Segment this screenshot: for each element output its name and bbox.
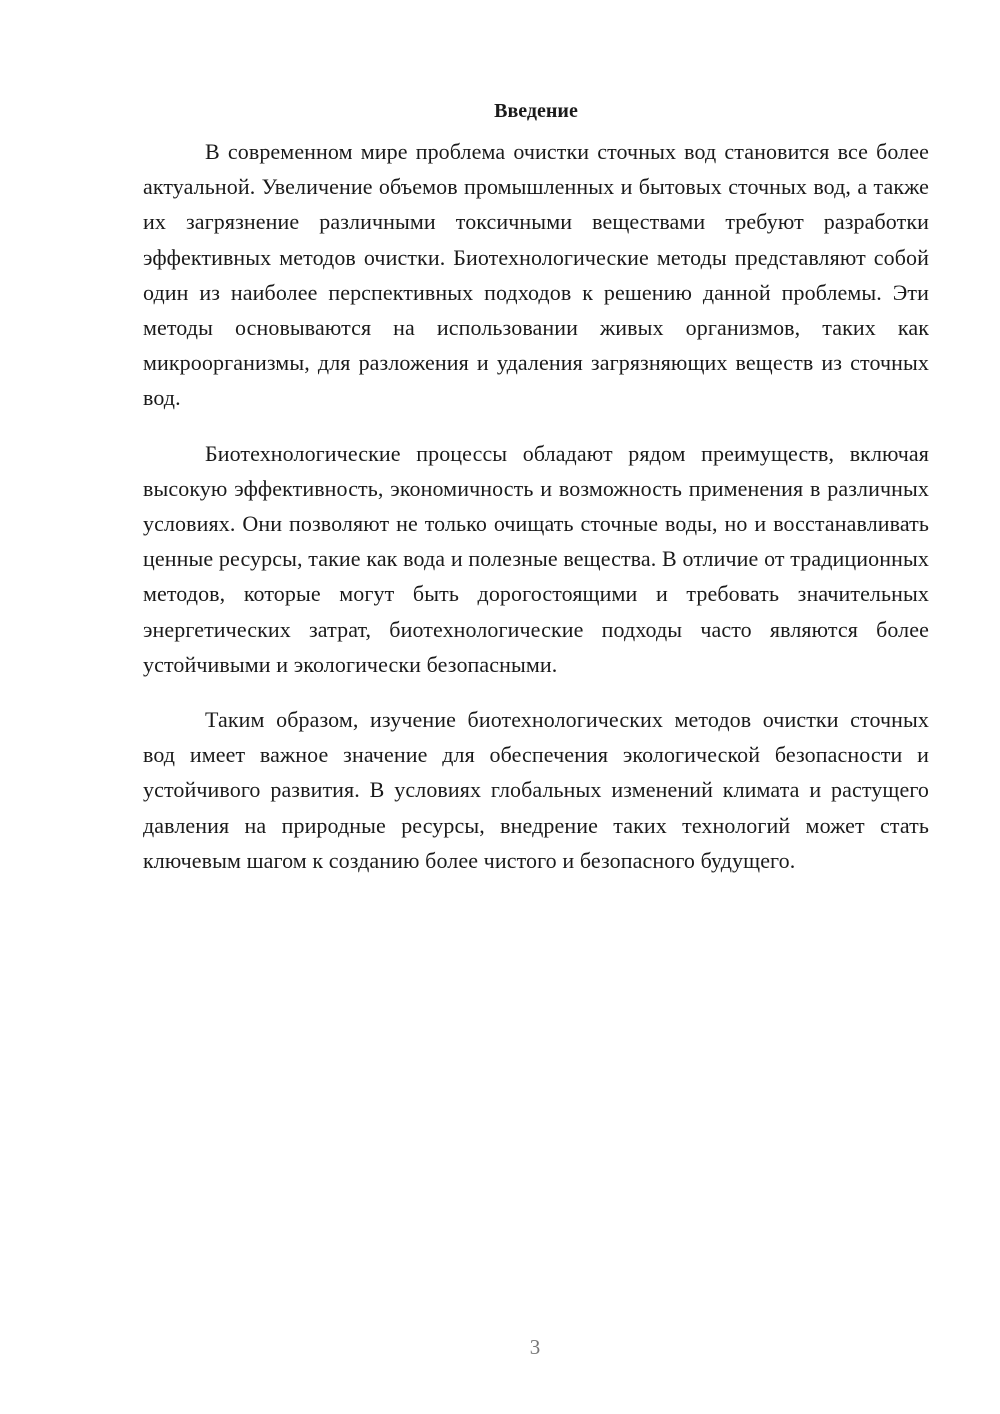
paragraph-3: Таким образом, изучение биотехнологических методов очистки сточных вод имеет важное значение для обеспечения экологической безопасности и устойчивого развития. В условиях глобальных изменений климата и растущего давления на природные ресурсы, внедрение таких технологий может стать ключевым шагом к созданию более чистого и безопасного будущего.: [143, 707, 929, 873]
page-content: [143, 97, 929, 898]
section-heading: Введение: [494, 100, 578, 122]
paragraph-1: В современном мире проблема очистки сточных вод становится все более актуальной. Увеличение объемов промышленных и бытовых сточных вод, а также их загрязнение различными токсичными веществами требуют разработки эффективных методов очистки. Биотехнологические методы представляют собой один из наиболее перспективных подходов к решению данной проблемы. Эти методы основываются на использовании живых организмов, таких как микроорганизмы, для разложения и удаления загрязняющих веществ из сточных вод.: [143, 139, 929, 411]
page-number: 3: [529, 1335, 541, 1359]
paragraph-2: Биотехнологические процессы обладают рядом преимуществ, включая высокую эффективность, экономичность и возможность применения в различных условиях. Они позволяют не только очищать сточные воды, но и восстанавливать ценные ресурсы, такие как вода и полезные вещества. В отличие от традиционных методов, которые могут быть дорогостоящими и требовать значительных энергетических затрат, биотехнологические подходы часто являются более устойчивыми и экологически безопасными.: [143, 440, 929, 677]
